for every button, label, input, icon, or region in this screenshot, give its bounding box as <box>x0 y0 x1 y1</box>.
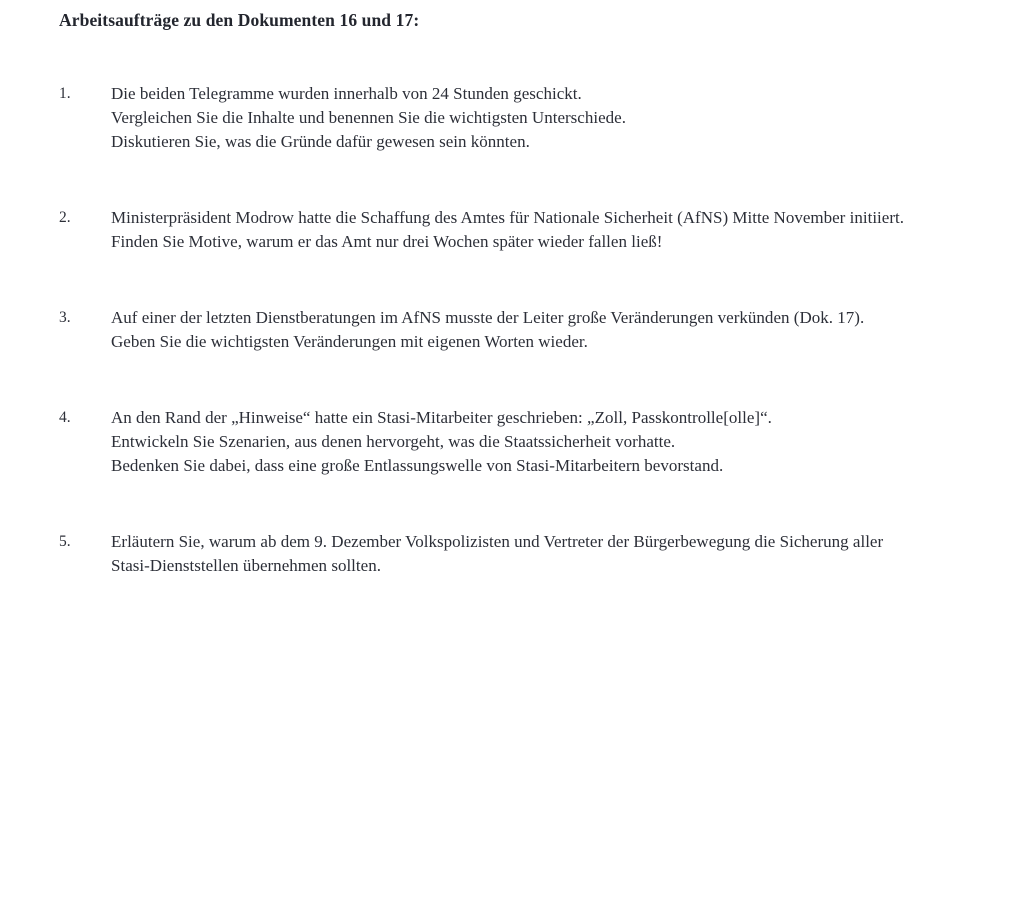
task-line: Diskutieren Sie, was die Gründe dafür gewesen sein könnten. <box>111 132 530 151</box>
task-line: Bedenken Sie dabei, dass eine große Entlassungswelle von Stasi-Mitarbeitern bevorstand. <box>111 456 724 475</box>
task-item <box>59 530 993 578</box>
task-line: Auf einer der letzten Dienstberatungen im AfNS musste der Leiter große Veränderungen verkünden (Dok. 17). <box>111 308 865 327</box>
task-number: 3. <box>59 309 71 326</box>
task-line: Die beiden Telegramme wurden innerhalb von 24 Stunden geschickt. <box>111 84 582 103</box>
document-body <box>59 8 993 578</box>
task-line: Stasi-Dienststellen übernehmen sollten. <box>111 556 381 575</box>
task-text <box>111 406 993 478</box>
task-line: Entwickeln Sie Szenarien, aus denen hervorgeht, was die Staatssicherheit vorhatte. <box>111 432 676 451</box>
task-item <box>59 206 993 254</box>
task-line: Erläutern Sie, warum ab dem 9. Dezember Volkspolizisten und Vertreter der Bürgerbewegung die Sicherung aller <box>111 532 884 551</box>
task-text <box>111 306 993 354</box>
task-item <box>59 406 993 478</box>
task-line: An den Rand der „Hinweise“ hatte ein Stasi-Mitarbeiter geschrieben: „Zoll, Passkontrolle[olle]“. <box>111 408 772 427</box>
task-item <box>59 82 993 154</box>
task-number: 1. <box>59 85 71 102</box>
task-line: Ministerpräsident Modrow hatte die Schaffung des Amtes für Nationale Sicherheit (AfNS) Mitte November initiiert. <box>111 208 905 227</box>
page-title: Arbeitsaufträge zu den Dokumenten 16 und 17: <box>59 10 420 30</box>
task-number: 4. <box>59 409 71 426</box>
task-text <box>111 206 993 254</box>
task-text <box>111 82 993 154</box>
task-item <box>59 306 993 354</box>
task-line: Vergleichen Sie die Inhalte und benennen Sie die wichtigsten Unterschiede. <box>111 108 626 127</box>
task-number: 5. <box>59 533 71 550</box>
task-text <box>111 530 993 578</box>
task-list <box>59 82 993 578</box>
task-number: 2. <box>59 209 71 226</box>
task-line: Geben Sie die wichtigsten Veränderungen mit eigenen Worten wieder. <box>111 332 588 351</box>
task-line: Finden Sie Motive, warum er das Amt nur drei Wochen später wieder fallen ließ! <box>111 232 663 251</box>
